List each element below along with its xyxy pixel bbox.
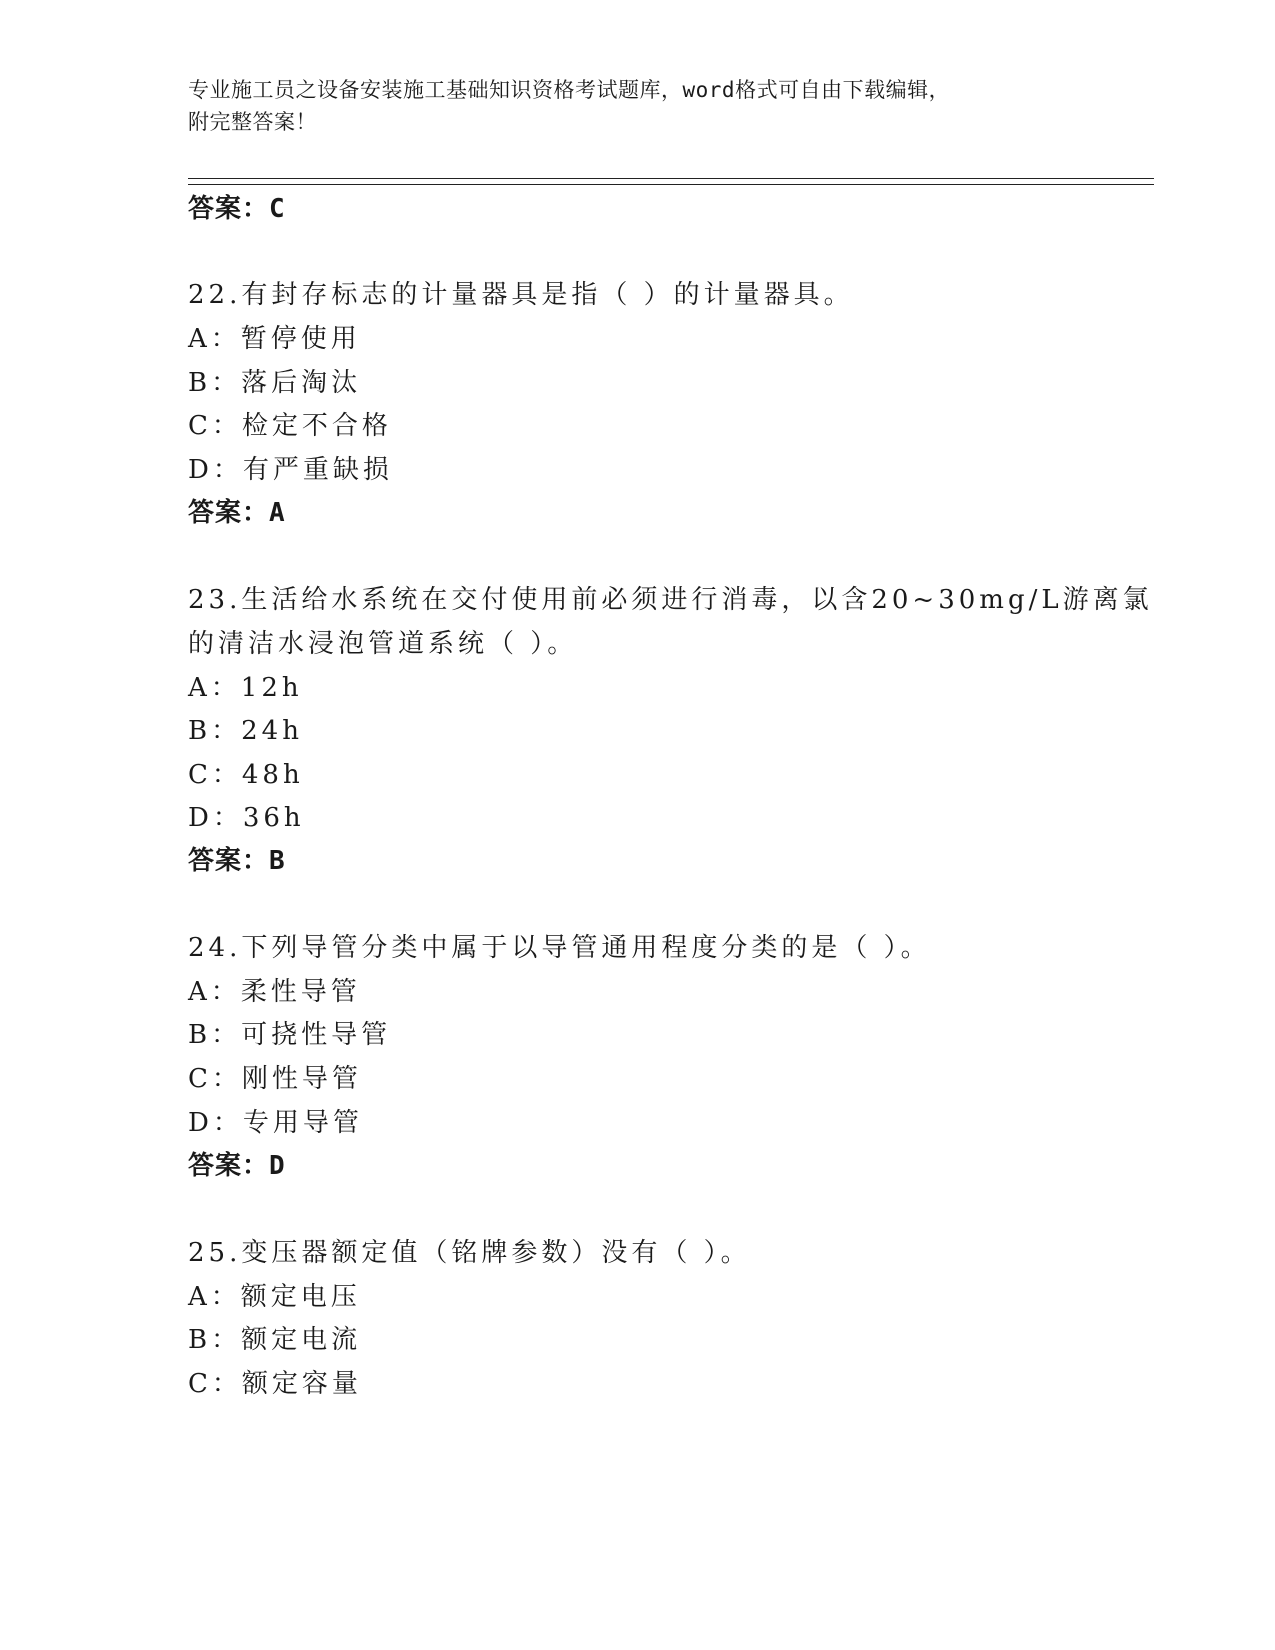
previous-answer: 答案：C	[188, 194, 286, 224]
question-23-stem-line-1: 23.生活给水系统在交付使用前必须进行消毒，以含20~30mg/L游离氯	[188, 585, 1153, 615]
question-22-option-d: D：有严重缺损	[188, 455, 393, 485]
document-header	[188, 74, 1088, 138]
question-25-option-b: B：额定电流	[188, 1325, 362, 1355]
header-line-2: 附完整答案！	[188, 110, 317, 134]
question-25-stem: 25.变压器额定值（铭牌参数）没有（ ）。	[188, 1238, 751, 1268]
question-24-option-a: A：柔性导管	[188, 977, 361, 1007]
question-22-option-b: B：落后淘汰	[188, 368, 362, 398]
question-23-option-b: B：24h	[188, 716, 303, 746]
header-line-1: 专业施工员之设备安装施工基础知识资格考试题库，word格式可自由下载编辑，	[188, 78, 951, 102]
question-22-answer: 答案：A	[188, 498, 286, 528]
question-24-stem: 24.下列导管分类中属于以导管通用程度分类的是（ ）。	[188, 933, 931, 963]
question-24-option-c: C：刚性导管	[188, 1064, 362, 1094]
question-25-option-a: A：额定电压	[188, 1282, 361, 1312]
question-23-option-d: D：36h	[188, 803, 305, 833]
question-22-stem: 22.有封存标志的计量器具是指（ ）的计量器具。	[188, 280, 854, 310]
header-rule-bottom	[188, 184, 1154, 185]
question-23-option-c: C：48h	[188, 760, 304, 790]
question-22-option-c: C：检定不合格	[188, 411, 392, 441]
question-23-option-a: A：12h	[188, 673, 303, 703]
question-24-option-d: D：专用导管	[188, 1108, 363, 1138]
question-22-option-a: A：暂停使用	[188, 324, 361, 354]
question-25-option-c: C：额定容量	[188, 1369, 362, 1399]
question-24-answer: 答案：D	[188, 1151, 286, 1181]
header-rule-top	[188, 178, 1154, 179]
question-23-answer: 答案：B	[188, 846, 286, 876]
question-23-stem-line-2: 的清洁水浸泡管道系统（ ）。	[188, 629, 578, 659]
question-24-option-b: B：可挠性导管	[188, 1020, 392, 1050]
